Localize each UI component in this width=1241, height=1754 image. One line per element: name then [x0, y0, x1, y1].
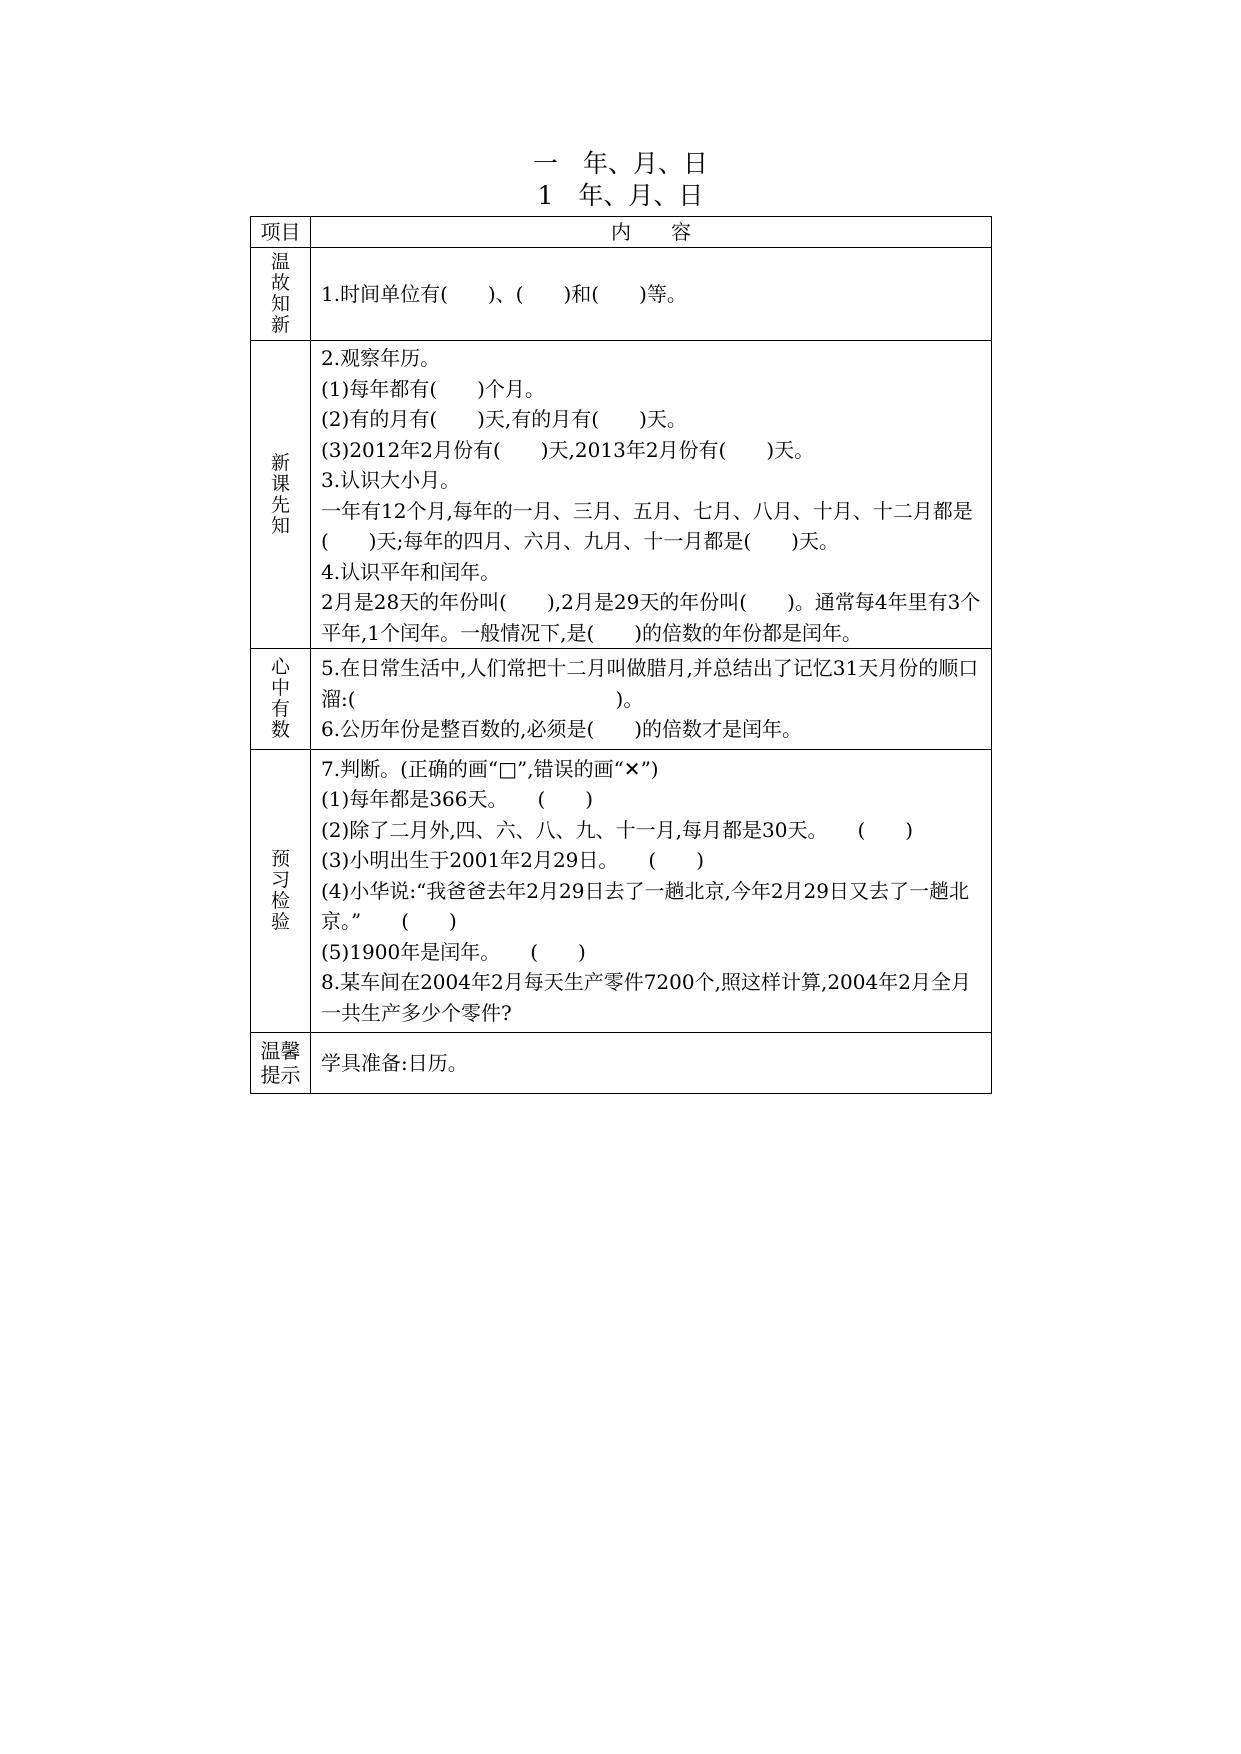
question-line: 8.某车间在2004年2月每天生产零件7200个,照这样计算,2004年2月全月一共生产多少个零件? — [321, 970, 971, 1025]
question-line: (1)每年都有( )个月。 — [321, 376, 545, 401]
category-label: 心中有数 — [270, 655, 290, 741]
table-row — [251, 1033, 992, 1094]
question-line: 学具准备:日历。 — [321, 1050, 468, 1075]
table-header-row — [251, 217, 992, 248]
question-line: (3)2012年2月份有( )天,2013年2月份有( )天。 — [321, 437, 815, 462]
question-line: 1.时间单位有( )、( )和( )等。 — [321, 281, 687, 306]
unit-title: 一 年、月、日 — [532, 149, 708, 178]
question-line: (5)1900年是闰年。 ( ) — [321, 939, 586, 964]
category-cell — [251, 749, 311, 1033]
category-cell — [251, 1033, 311, 1094]
content-cell — [311, 1033, 992, 1094]
category-label: 温馨提示 — [260, 1039, 301, 1087]
question-line: 6.公历年份是整百数的,必须是( )的倍数才是闰年。 — [321, 717, 803, 741]
table-row — [251, 749, 992, 1033]
category-label: 温故知新 — [270, 251, 290, 336]
category-label: 新课先知 — [270, 451, 290, 537]
table-row — [251, 341, 992, 649]
question-line: 2月是28天的年份叫( ),2月是29天的年份叫( )。通常每4年里有3个平年,1个闰年。一般情况下,是( )的倍数的年份都是闰年。 — [321, 590, 981, 645]
preview-table — [250, 216, 992, 1094]
category-cell — [251, 341, 311, 649]
question-line: 一年有12个月,每年的一月、三月、五月、七月、八月、十月、十二月都是( )天;每年的四月、六月、九月、十一月都是( )天。 — [321, 498, 973, 553]
question-line: 3.认识大小月。 — [321, 468, 461, 492]
content-cell — [311, 248, 992, 341]
header-content: 内 容 — [311, 217, 992, 248]
question-line: (1)每年都是366天。 ( ) — [321, 787, 594, 811]
category-cell — [251, 248, 311, 341]
table-row — [251, 649, 992, 750]
content-cell — [311, 341, 992, 649]
header-item: 项目 — [251, 217, 311, 248]
question-line: (2)除了二月外,四、六、八、九、十一月,每月都是30天。 ( ) — [321, 817, 914, 842]
category-cell — [251, 649, 311, 750]
lesson-title: 1 年、月、日 — [537, 181, 704, 210]
title-block — [0, 148, 1241, 212]
question-line: 2.观察年历。 — [321, 346, 441, 370]
content-cell — [311, 649, 992, 750]
table-row — [251, 248, 992, 341]
question-line: (4)小华说:“我爸爸去年2月29日去了一趟北京,今年2月29日又去了一趟北京。” ( ) — [321, 878, 969, 933]
question-line: (2)有的月有( )天,有的月有( )天。 — [321, 407, 687, 431]
question-line: (3)小明出生于2001年2月29日。 ( ) — [321, 848, 705, 872]
question-line: 7.判断。(正确的画“□”,错误的画“✕”) — [321, 756, 659, 781]
content-cell — [311, 749, 992, 1033]
question-line: 5.在日常生活中,人们常把十二月叫做腊月,并总结出了记忆31天月份的顺口溜:( )。 — [321, 656, 979, 711]
question-line: 4.认识平年和闰年。 — [321, 559, 501, 584]
category-label: 预习检验 — [270, 847, 290, 933]
